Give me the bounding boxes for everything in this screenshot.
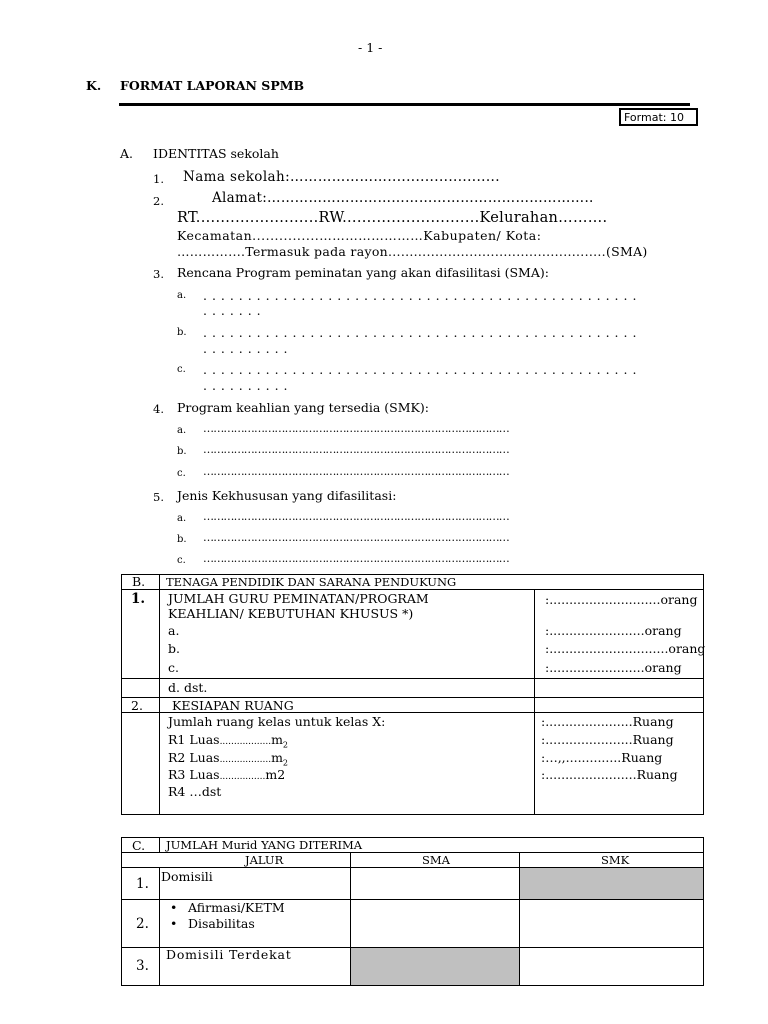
item5-sub-a-dots: ……………………………………………………………………………… [203, 510, 510, 523]
table-c-row2-bullet-1-text: Afirmasi/KETM [188, 900, 285, 915]
table-b-row-b-label: b. [168, 641, 180, 656]
table-b-row-line [121, 589, 704, 590]
format-label-box [619, 108, 698, 126]
room-r2-sub: 2 [282, 758, 289, 768]
room-r3-dots: ................ [219, 772, 266, 782]
table-b-row-c-value: :........................orang [545, 660, 682, 675]
room-r3-label: R3 Luas [168, 767, 220, 782]
heading-rule [119, 103, 690, 106]
item2-num: 2. [153, 194, 164, 208]
table-b-room-r2-value: :…,,..............Ruang [541, 750, 663, 765]
table-c-row2-num: 2. [136, 916, 149, 932]
table-c-col-divider-head [159, 837, 160, 853]
table-b-letter: B. [132, 574, 146, 589]
table-c-col-divider-1 [159, 867, 160, 986]
table-c-shaded-cell-sma-3 [350, 947, 520, 986]
table-c-row3-label: Domisili Terdekat [166, 947, 292, 962]
item4-sub-b-letter: b. [177, 446, 187, 457]
item3-sub-a-letter: a. [177, 290, 187, 301]
item3-num: 3. [153, 267, 164, 281]
table-b-room-r1 [168, 732, 288, 750]
item2-line3: Kecamatan...............……………………Kabupaten/ Kota: [177, 228, 542, 243]
section-a-letter: A. [120, 146, 134, 161]
table-b-col-divider-1 [159, 574, 160, 815]
table-b-room-r3-value: :.......................Ruang [541, 767, 678, 782]
item4-sub-b-dots: ……………………………………………………………………………… [203, 443, 510, 456]
room-r3-unit: m2 [265, 767, 286, 782]
table-b-room-r4: R4 …dst [168, 784, 222, 799]
item5-sub-c-dots: ……………………………………………………………………………… [203, 552, 510, 565]
room-r2-unit: m [271, 750, 283, 765]
table-c-row2-bullet-2 [170, 916, 255, 931]
item5-sub-b-letter: b. [177, 534, 187, 545]
table-c-row1-label: Domisili [161, 869, 213, 884]
item3-sub-b-letter: b. [177, 327, 187, 338]
section-a-title: IDENTITAS sekolah [153, 146, 279, 161]
table-c-row2-bullet-1 [170, 900, 285, 915]
room-r1-label: R1 Luas [168, 732, 220, 747]
table-b-row-a-value: :........................orang [545, 623, 682, 638]
table-b-room-r3 [168, 767, 285, 782]
table-c-col-jalur: JALUR [245, 853, 284, 867]
bullet-icon: • [170, 916, 178, 931]
table-b-title: TENAGA PENDIDIK DAN SARANA PENDUKUNG [166, 575, 457, 589]
item4-sub-c-dots: ……………………………………………………………………………… [203, 465, 510, 478]
table-b-row-b-value: :..............................orang [545, 641, 706, 656]
item2-line1: Alamat:…………………………………………………………….. [212, 190, 594, 206]
item4-sub-a-dots: ……………………………………………………………………………… [203, 422, 510, 435]
table-b-row1-num: 1. [131, 591, 146, 607]
item4-num: 4. [153, 402, 164, 416]
table-c-row2-bullet-2-text: Disabilitas [188, 916, 255, 931]
item5-text: Jenis Kekhususan yang difasilitasi: [177, 488, 397, 503]
page-number: - 1 - [358, 40, 383, 55]
table-b-room-count-label: Jumlah ruang kelas untuk kelas X: [168, 714, 386, 729]
room-r1-unit: m [271, 732, 283, 747]
bullet-icon: • [170, 900, 178, 915]
item2-line2: RT.........................RW............................Kelurahan………. [177, 210, 608, 226]
heading-title: FORMAT LAPORAN SPMB [120, 78, 305, 93]
table-c-shaded-cell-smk-1 [519, 867, 704, 900]
table-c-col-sma: SMA [422, 853, 450, 867]
table-b-row-a-label: a. [168, 623, 180, 638]
item3-sub-c-line1: . . . . . . . . . . . . . . . . . . . . . . . . . . . . . . . . . . . . . . . . . . . . . . . . . [203, 362, 637, 377]
item5-sub-a-letter: a. [177, 513, 187, 524]
item4-sub-c-letter: c. [177, 468, 186, 479]
item1-text: Nama sekolah:…………………........................ [183, 169, 500, 185]
item3-sub-b-line1: . . . . . . . . . . . . . . . . . . . . . . . . . . . . . . . . . . . . . . . . . . . . . . . . . [203, 325, 637, 340]
table-b-row-c-label: c. [168, 660, 179, 675]
table-c-col-smk: SMK [601, 853, 630, 867]
item5-sub-b-dots: ……………………………………………………………………………… [203, 531, 510, 544]
room-r1-sub: 2 [282, 740, 289, 750]
room-r1-dots: .................. [219, 737, 272, 747]
table-c-title: JUMLAH Murid YANG DITERIMA [166, 838, 363, 852]
item3-sub-c-line2: . . . . . . . . . . [203, 378, 288, 393]
item3-sub-a-line1: . . . . . . . . . . . . . . . . . . . . . . . . . . . . . . . . . . . . . . . . . . . . . . . . . [203, 288, 637, 303]
item3-text: Rencana Program peminatan yang akan difasilitasi (SMA): [177, 265, 549, 280]
table-b-row-line [121, 678, 704, 679]
room-r2-dots: .................. [219, 755, 272, 765]
table-b-room-count-value: :......................Ruang [541, 714, 674, 729]
item3-sub-b-line2: . . . . . . . . . . [203, 341, 288, 356]
item1-num: 1. [153, 172, 164, 186]
table-b-row2-num: 2. [131, 698, 143, 713]
table-b-row2-title: KESIAPAN RUANG [172, 698, 294, 713]
item4-sub-a-letter: a. [177, 425, 187, 436]
table-b-room-r1-value: :......................Ruang [541, 732, 674, 747]
table-b-row-d-label: d. dst. [168, 680, 208, 695]
item5-num: 5. [153, 490, 164, 504]
table-c-letter: C. [132, 838, 146, 853]
table-c-row3-num: 3. [136, 958, 149, 974]
table-b-row1-line2: KEAHLIAN/ KEBUTUHAN KHUSUS *) [168, 606, 414, 621]
item5-sub-c-letter: c. [177, 555, 186, 566]
item2-line4: …………....Termasuk pada rayon...................................................(SMA) [177, 244, 648, 259]
table-b-room-r2 [168, 750, 288, 768]
item4-text: Program keahlian yang tersedia (SMK): [177, 400, 429, 415]
table-b-row1-value: :............................orang [545, 592, 698, 607]
format-label: Format: 10 [624, 111, 684, 124]
item3-sub-a-line2: . . . . . . . [203, 303, 262, 318]
table-c-row1-num: 1. [136, 876, 149, 892]
table-b-col-divider-2 [534, 589, 535, 815]
heading-letter: K. [86, 78, 102, 93]
table-b-row1-line1: JUMLAH GURU PEMINATAN/PROGRAM [168, 591, 429, 606]
room-r2-label: R2 Luas [168, 750, 220, 765]
item3-sub-c-letter: c. [177, 364, 186, 375]
